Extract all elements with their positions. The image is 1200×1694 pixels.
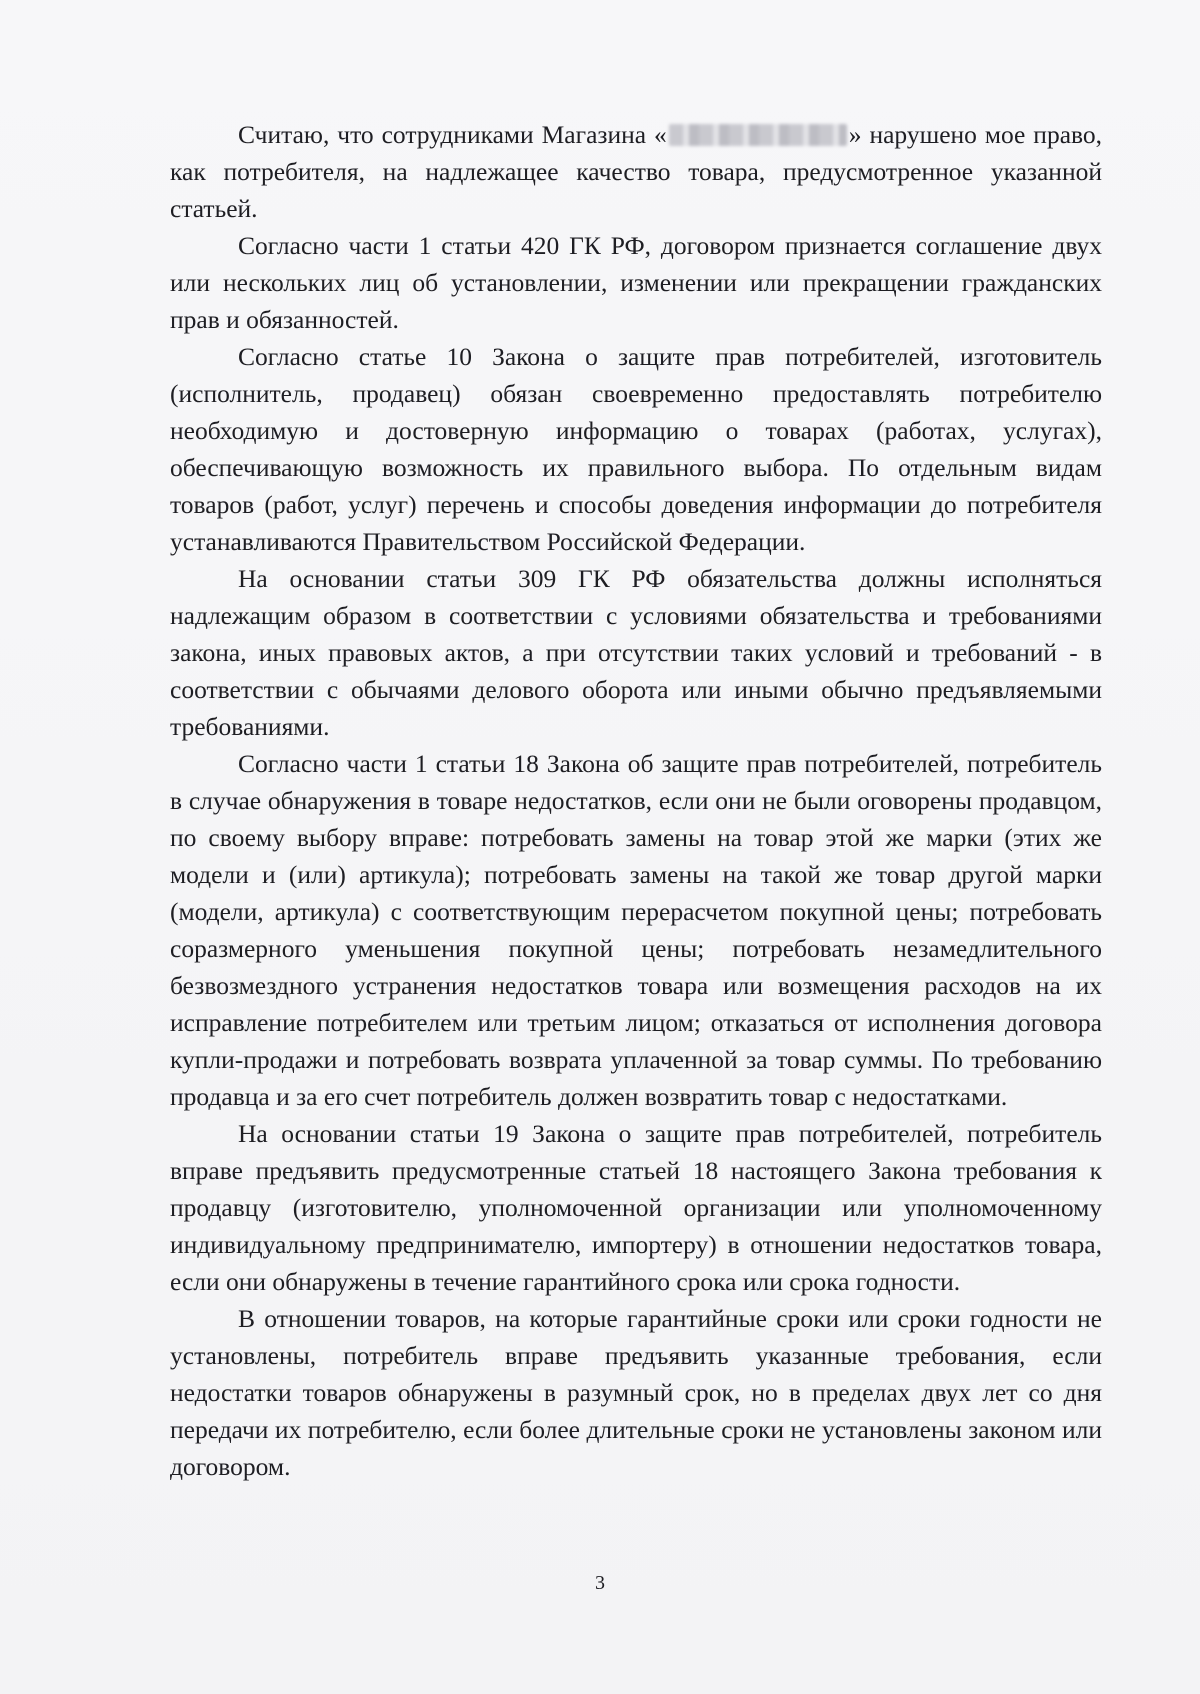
paragraph-4: На основании статьи 309 ГК РФ обязательства должны исполняться надлежащим образом в соответствии с условиями обязательства и требованиями закона, иных правовых актов, а при отсутствии таких условий и требований - в соответствии с обычаями делового оборота или иными обычно предъявляемыми требованиями.	[170, 564, 1102, 741]
paragraph-5: Согласно части 1 статьи 18 Закона об защите прав потребителей, потребитель в случае обнаружения в товаре недостатков, если они не были оговорены продавцом, по своему выбору вправе: потребовать замены на товар этой же марки (этих же модели и (или) артикула); потребовать замены на такой же товар другой марки (модели, артикула) с соответствующим перерасчетом покупной цены; потребовать соразмерного уменьшения покупной цены; потребовать незамедлительного безвозмездного устранения недостатков товара или возмещения расходов на их исправление потребителем или третьим лицом; отказаться от исполнения договора купли-продажи и потребовать возврата уплаченной за товар суммы. По требованию продавца и за его счет потребитель должен возвратить товар с недостатками.	[170, 749, 1102, 1111]
document-body	[170, 116, 1102, 1485]
paragraph-1-start: Считаю, что сотрудниками Магазина «	[238, 120, 667, 149]
redacted-store-name	[669, 124, 847, 146]
paragraph-1-end: » нарушено мое право, как потребителя, на надлежащее качество товара, предусмотренное указанной статьей.	[170, 120, 1103, 223]
paragraph-6: На основании статьи 19 Закона о защите прав потребителей, потребитель вправе предъявить предусмотренные статьей 18 настоящего Закона требования к продавцу (изготовителю, уполномоченной организации или уполномоченному индивидуальному предпринимателю, импортеру) в отношении недостатков товара, если они обнаружены в течение гарантийного срока или срока годности.	[170, 1119, 1102, 1296]
paragraph-7: В отношении товаров, на которые гарантийные сроки или сроки годности не установлены, потребитель вправе предъявить указанные требования, если недостатки товаров обнаружены в разумный срок, но в пределах двух лет со дня передачи их потребителю, если более длительные сроки не установлены законом или договором.	[170, 1304, 1102, 1481]
page-number: 3	[595, 1572, 605, 1594]
paragraph-3: Согласно статье 10 Закона о защите прав потребителей, изготовитель (исполнитель, продавец) обязан своевременно предоставлять потребителю необходимую и достоверную информацию о товарах (работах, услугах), обеспечивающую возможность их правильного выбора. По отдельным видам товаров (работ, услуг) перечень и способы доведения информации до потребителя устанавливаются Правительством Российской Федерации.	[170, 342, 1102, 556]
paragraph-2: Согласно части 1 статьи 420 ГК РФ, договором признается соглашение двух или нескольких лиц об установлении, изменении или прекращении гражданских прав и обязанностей.	[170, 231, 1102, 334]
paragraph-1	[170, 116, 1102, 227]
